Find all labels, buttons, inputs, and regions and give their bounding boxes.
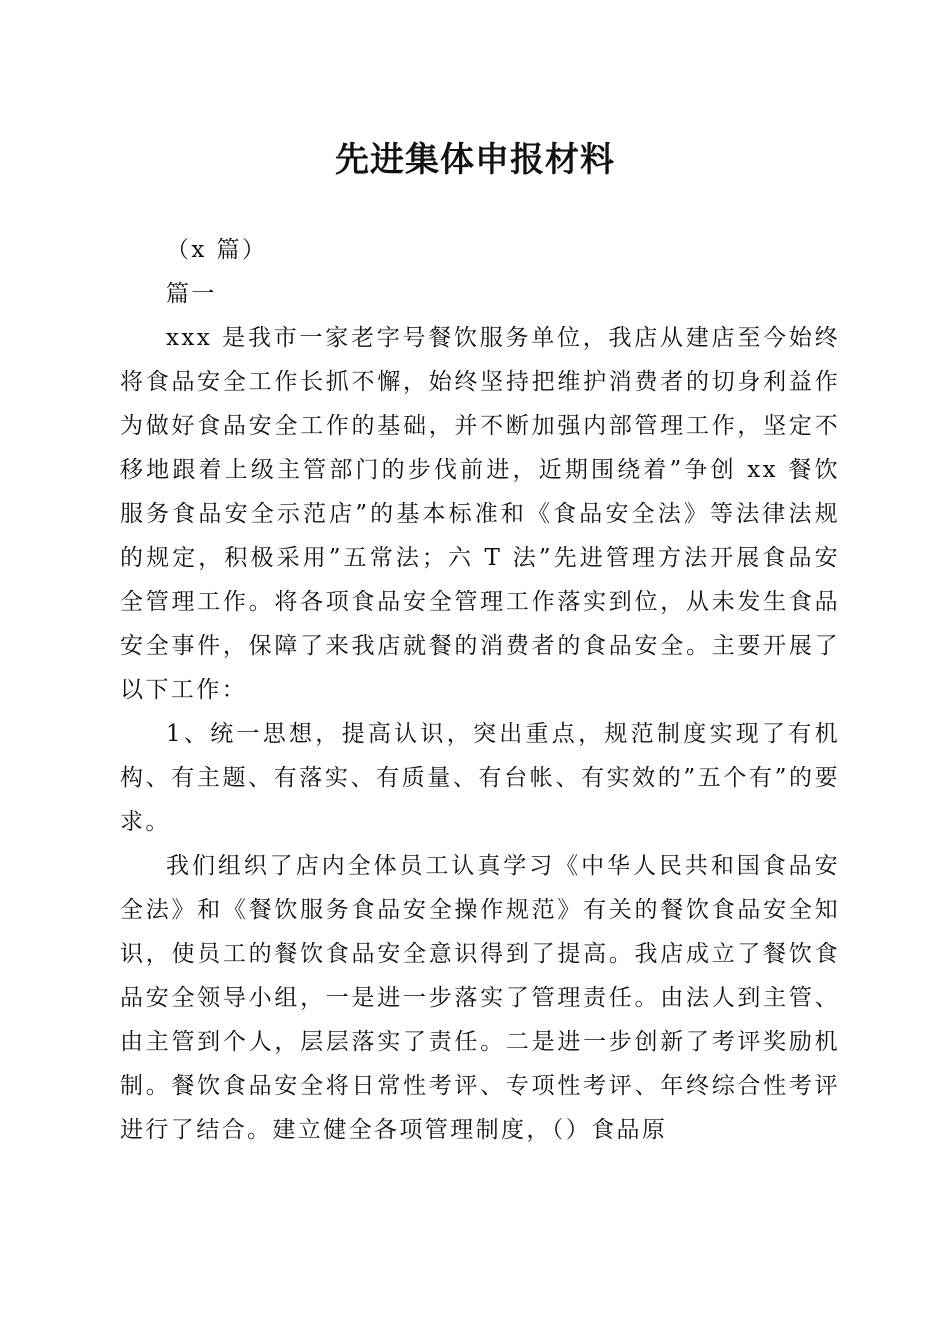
document-body [120, 228, 840, 1152]
body-paragraph: 我们组织了店内全体员工认真学习《中华人民共和国食品安全法》和《餐饮服务食品安全操作规范》有关的餐饮食品安全知识，使员工的餐饮食品安全意识得到了提高。我店成立了餐饮食品安全领导小组，一是进一步落实了管理责任。由法人到主管、由主管到个人，层层落实了责任。二是进一步创新了考评奖励机制。餐饮食品安全将日常性考评、专项性考评、年终综合性考评进行了结合。建立健全各项管理制度，（）食品原 [120, 853, 840, 1143]
section-heading: 篇一 [166, 281, 217, 307]
body-paragraph: xxx 是我市一家老字号餐饮服务单位，我店从建店至今始终将食品安全工作长抓不懈，始终坚持把维护消费者的切身利益作为做好食品安全工作的基础，并不断加强内部管理工作，坚定不移地跟着上级主管部门的步伐前进，近期围绕着”争创 xx 餐饮服务食品安全示范店”的基本标准和《食品安全法》等法律法规的规定，积极采用”五常法；六 T 法”先进管理方法开展食品安全管理工作。将各项食品安全管理工作落实到位，从未发生食品安全事件，保障了来我店就餐的消费者的食品安全。主要开展了以下工作： [120, 325, 840, 703]
body-paragraph: 1、统一思想，提高认识，突出重点，规范制度实现了有机构、有主题、有落实、有质量、有台帐、有实效的”五个有”的要求。 [120, 721, 840, 835]
section-count-note: （x 篇） [166, 237, 268, 263]
document-title: 先进集体申报材料 [335, 140, 615, 180]
